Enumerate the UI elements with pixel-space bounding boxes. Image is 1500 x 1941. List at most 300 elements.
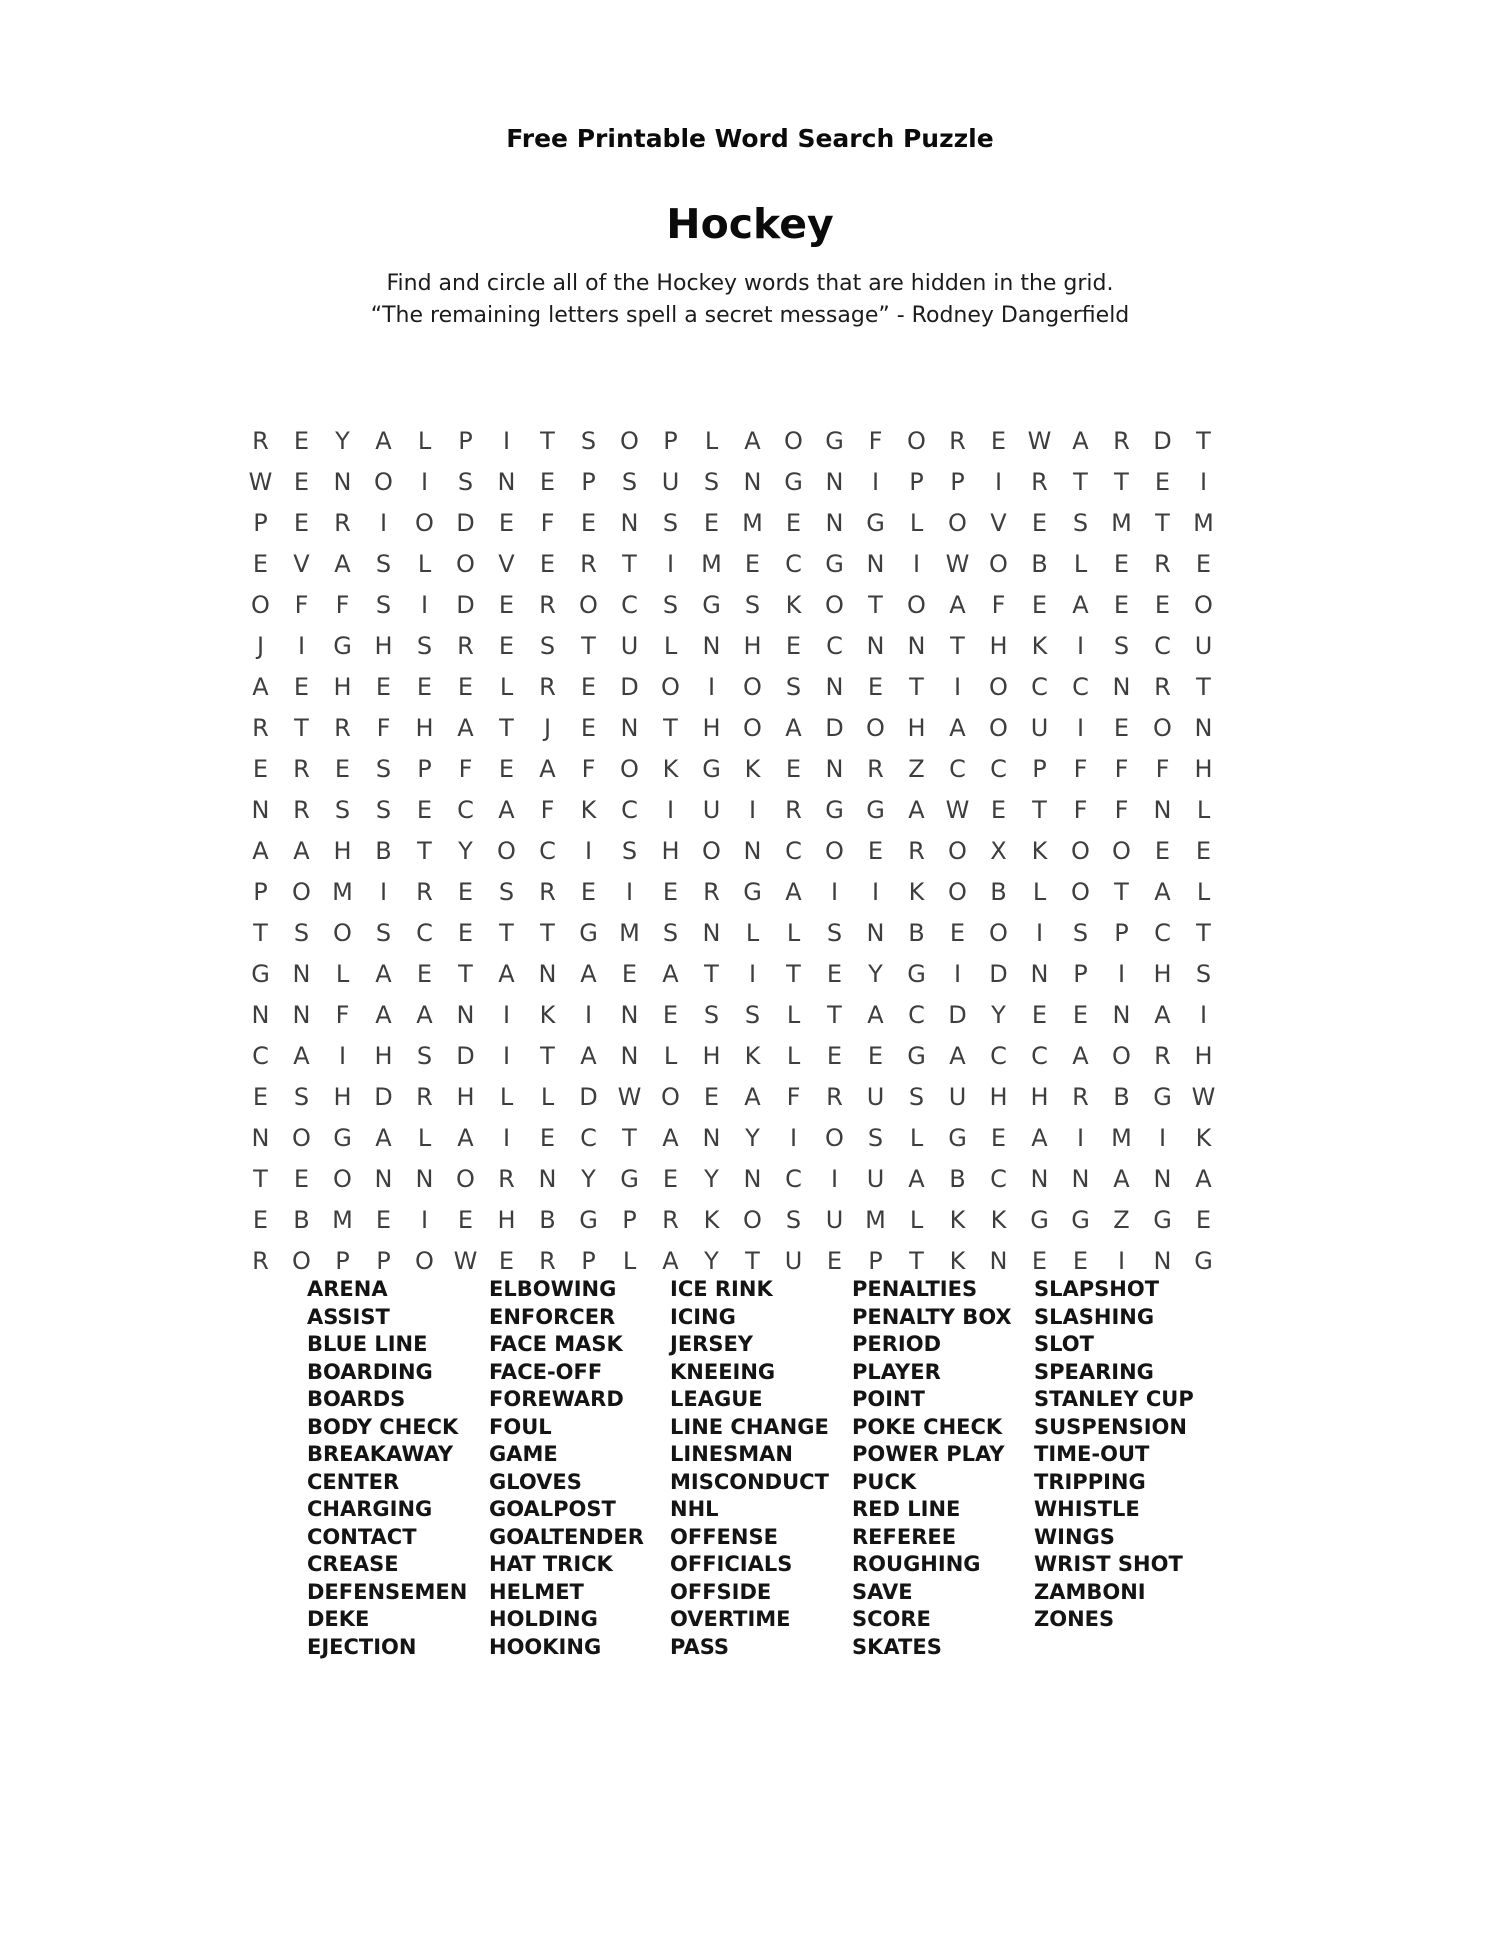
- grid-letter: G: [907, 960, 926, 988]
- grid-letter: A: [785, 878, 802, 906]
- word-list-item: CONTACT: [307, 1524, 417, 1549]
- grid-letter: E: [375, 673, 392, 701]
- grid-letter: L: [909, 509, 924, 537]
- grid-letter: Y: [868, 960, 883, 988]
- grid-letter: I: [707, 673, 716, 701]
- grid-letter: F: [458, 755, 473, 783]
- grid-letter: E: [498, 1247, 515, 1275]
- grid-letter: K: [662, 755, 679, 783]
- grid-letter: I: [1076, 1124, 1085, 1152]
- grid-letter: E: [785, 509, 802, 537]
- grid-letter: A: [416, 1001, 433, 1029]
- grid-letter: N: [1112, 673, 1131, 701]
- grid-letter: E: [785, 632, 802, 660]
- grid-letter: R: [785, 796, 802, 824]
- grid-letter: E: [1113, 550, 1130, 578]
- grid-letter: V: [293, 550, 310, 578]
- grid-letter: A: [252, 673, 269, 701]
- grid-letter: O: [292, 1124, 311, 1152]
- grid-letter: E: [416, 673, 433, 701]
- grid-letter: O: [292, 878, 311, 906]
- grid-letter: R: [539, 878, 556, 906]
- grid-letter: E: [744, 550, 761, 578]
- word-list-item: FOUL: [489, 1414, 552, 1439]
- grid-letter: S: [744, 591, 761, 619]
- grid-letter: T: [1196, 427, 1211, 455]
- grid-letter: N: [1153, 796, 1172, 824]
- grid-letter: T: [622, 550, 637, 578]
- grid-letter: E: [293, 427, 310, 455]
- grid-letter: G: [702, 591, 721, 619]
- grid-letter: N: [1071, 1165, 1090, 1193]
- grid-letter: R: [539, 591, 556, 619]
- grid-letter: L: [704, 427, 719, 455]
- grid-letter: H: [1030, 1083, 1049, 1111]
- grid-letter: H: [333, 673, 352, 701]
- page-title: Free Printable Word Search Puzzle: [506, 124, 994, 153]
- grid-letter: R: [908, 837, 925, 865]
- grid-letter: G: [784, 468, 803, 496]
- grid-letter: A: [252, 837, 269, 865]
- grid-letter: I: [1076, 632, 1085, 660]
- grid-letter: E: [252, 550, 269, 578]
- grid-letter: K: [1031, 632, 1048, 660]
- grid-letter: N: [620, 714, 639, 742]
- grid-letter: I: [420, 591, 429, 619]
- grid-letter: O: [989, 550, 1008, 578]
- grid-row: [240, 626, 1224, 667]
- grid-letter: L: [663, 1042, 678, 1070]
- grid-row: [240, 503, 1224, 544]
- grid-letter: E: [662, 878, 679, 906]
- grid-letter: N: [251, 1001, 270, 1029]
- grid-letter: O: [661, 673, 680, 701]
- grid-row: [240, 1077, 1224, 1118]
- grid-letter: O: [620, 755, 639, 783]
- word-list-item: POKE CHECK: [852, 1414, 1003, 1439]
- grid-letter: R: [1031, 468, 1048, 496]
- grid-letter: E: [416, 796, 433, 824]
- grid-letter: E: [1154, 837, 1171, 865]
- grid-letter: I: [584, 837, 593, 865]
- grid-letter: O: [948, 837, 967, 865]
- word-list-item: PUCK: [852, 1469, 917, 1494]
- word-list-item: HOOKING: [489, 1634, 602, 1659]
- word-list-item: BREAKAWAY: [307, 1442, 454, 1466]
- grid-row: [240, 585, 1224, 626]
- grid-letter: A: [539, 755, 556, 783]
- grid-letter: K: [1031, 837, 1048, 865]
- word-list-item: WRIST SHOT: [1034, 1552, 1183, 1576]
- grid-row: [240, 954, 1224, 995]
- grid-letter: O: [989, 919, 1008, 947]
- grid-letter: E: [826, 960, 843, 988]
- word-list-item: FACE-OFF: [489, 1359, 603, 1384]
- instructions-line-2: “The remaining letters spell a secret message” - Rodney Dangerfield: [370, 303, 1130, 328]
- grid-letter: U: [661, 468, 680, 496]
- grid-letter: G: [825, 427, 844, 455]
- grid-letter: N: [456, 1001, 475, 1029]
- grid-letter: N: [333, 468, 352, 496]
- grid-letter: I: [666, 550, 675, 578]
- grid-letter: E: [867, 837, 884, 865]
- grid-letter: F: [335, 591, 350, 619]
- grid-letter: I: [953, 960, 962, 988]
- grid-letter: S: [1195, 960, 1212, 988]
- grid-letter: N: [825, 673, 844, 701]
- grid-letter: F: [991, 591, 1006, 619]
- grid-letter: S: [293, 1083, 310, 1111]
- grid-letter: B: [293, 1206, 310, 1234]
- grid-letter: A: [375, 1124, 392, 1152]
- grid-letter: T: [868, 591, 883, 619]
- grid-letter: E: [785, 755, 802, 783]
- grid-letter: G: [1030, 1206, 1049, 1234]
- grid-letter: E: [1031, 509, 1048, 537]
- grid-letter: S: [744, 1001, 761, 1029]
- grid-letter: W: [1191, 1083, 1216, 1111]
- grid-letter: R: [457, 632, 474, 660]
- grid-letter: S: [662, 591, 679, 619]
- grid-letter: S: [1072, 509, 1089, 537]
- grid-letter: K: [744, 1042, 761, 1070]
- grid-letter: W: [945, 796, 970, 824]
- grid-letter: D: [825, 714, 844, 742]
- grid-letter: T: [909, 1247, 924, 1275]
- grid-letter: F: [376, 714, 391, 742]
- grid-row: [240, 667, 1224, 708]
- grid-letter: E: [949, 919, 966, 947]
- grid-letter: G: [907, 1042, 926, 1070]
- grid-letter: I: [502, 1124, 511, 1152]
- grid-letter: O: [866, 714, 885, 742]
- grid-letter: O: [948, 509, 967, 537]
- grid-letter: A: [908, 1165, 925, 1193]
- grid-letter: T: [581, 632, 596, 660]
- grid-letter: G: [1153, 1206, 1172, 1234]
- grid-letter: D: [374, 1083, 393, 1111]
- grid-row: [240, 421, 1224, 462]
- grid-letter: L: [1032, 878, 1047, 906]
- grid-letter: S: [662, 919, 679, 947]
- grid-letter: P: [417, 755, 432, 783]
- grid-letter: G: [620, 1165, 639, 1193]
- word-list-item: ICE RINK: [670, 1277, 773, 1301]
- grid-letter: T: [540, 919, 555, 947]
- grid-letter: E: [293, 673, 310, 701]
- grid-letter: T: [1114, 878, 1129, 906]
- word-list-item: ROUGHING: [852, 1552, 981, 1576]
- grid-letter: O: [825, 591, 844, 619]
- grid-row: [240, 749, 1224, 790]
- grid-letter: E: [1072, 1001, 1089, 1029]
- grid-letter: E: [498, 755, 515, 783]
- word-list-item: ARENA: [307, 1277, 388, 1301]
- grid-letter: N: [1030, 960, 1049, 988]
- grid-letter: R: [334, 509, 351, 537]
- grid-letter: B: [1113, 1083, 1130, 1111]
- grid-letter: E: [252, 755, 269, 783]
- grid-letter: T: [786, 960, 801, 988]
- grid-letter: R: [334, 714, 351, 742]
- grid-letter: O: [702, 837, 721, 865]
- grid-letter: E: [826, 1042, 843, 1070]
- grid-letter: O: [1112, 837, 1131, 865]
- grid-letter: K: [990, 1206, 1007, 1234]
- grid-letter: H: [661, 837, 680, 865]
- grid-letter: E: [621, 960, 638, 988]
- grid-letter: E: [1031, 591, 1048, 619]
- grid-letter: C: [785, 550, 802, 578]
- word-list-column: [670, 1276, 829, 1661]
- grid-letter: A: [375, 960, 392, 988]
- instructions-line-1: Find and circle all of the Hockey words that are hidden in the grid.: [386, 271, 1114, 296]
- grid-letter: F: [1073, 796, 1088, 824]
- grid-letter: K: [703, 1206, 720, 1234]
- grid-letter: G: [866, 796, 885, 824]
- grid-letter: I: [871, 468, 880, 496]
- grid-letter: N: [1112, 1001, 1131, 1029]
- word-list-item: OVERTIME: [670, 1607, 791, 1631]
- grid-letter: H: [415, 714, 434, 742]
- grid-letter: B: [375, 837, 392, 865]
- word-list-item: POWER PLAY: [852, 1442, 1005, 1466]
- grid-letter: T: [1032, 796, 1047, 824]
- grid-letter: F: [581, 755, 596, 783]
- grid-letter: H: [702, 714, 721, 742]
- grid-letter: E: [1031, 1001, 1048, 1029]
- grid-letter: I: [748, 796, 757, 824]
- grid-letter: R: [539, 1247, 556, 1275]
- grid-letter: R: [1154, 1042, 1171, 1070]
- grid-letter: E: [580, 878, 597, 906]
- grid-letter: G: [579, 1206, 598, 1234]
- grid-letter: E: [293, 468, 310, 496]
- word-list-item: TRIPPING: [1034, 1469, 1146, 1494]
- word-list-item: GOALTENDER: [489, 1524, 644, 1549]
- grid-letter: M: [619, 919, 640, 947]
- grid-letter: O: [989, 673, 1008, 701]
- grid-letter: R: [662, 1206, 679, 1234]
- grid-letter: I: [1199, 468, 1208, 496]
- grid-letter: P: [581, 468, 596, 496]
- grid-letter: I: [625, 878, 634, 906]
- grid-letter: G: [1071, 1206, 1090, 1234]
- grid-letter: S: [416, 1042, 433, 1070]
- grid-letter: H: [1153, 960, 1172, 988]
- grid-letter: L: [786, 1001, 801, 1029]
- grid-letter: G: [866, 509, 885, 537]
- grid-letter: S: [375, 755, 392, 783]
- grid-letter: E: [580, 509, 597, 537]
- grid-letter: P: [663, 427, 678, 455]
- word-list-column: [852, 1276, 1012, 1661]
- grid-letter: T: [458, 960, 473, 988]
- grid-letter: C: [252, 1042, 269, 1070]
- grid-letter: R: [498, 1165, 515, 1193]
- grid-letter: A: [908, 796, 925, 824]
- word-grid: [240, 421, 1224, 1282]
- grid-letter: L: [786, 919, 801, 947]
- grid-letter: G: [1194, 1247, 1213, 1275]
- grid-letter: A: [457, 714, 474, 742]
- grid-letter: S: [703, 468, 720, 496]
- grid-letter: H: [497, 1206, 516, 1234]
- word-list-item: SAVE: [852, 1579, 913, 1604]
- grid-letter: S: [457, 468, 474, 496]
- word-list-item: DEFENSEMEN: [307, 1579, 468, 1604]
- grid-letter: M: [332, 878, 353, 906]
- grid-letter: G: [333, 632, 352, 660]
- word-list-item: ICING: [670, 1304, 736, 1329]
- grid-letter: F: [1114, 755, 1129, 783]
- grid-letter: N: [866, 550, 885, 578]
- grid-letter: F: [294, 591, 309, 619]
- grid-letter: I: [297, 632, 306, 660]
- grid-letter: S: [703, 1001, 720, 1029]
- grid-letter: A: [457, 1124, 474, 1152]
- grid-letter: E: [662, 1001, 679, 1029]
- grid-letter: C: [990, 1042, 1007, 1070]
- grid-letter: N: [825, 468, 844, 496]
- grid-letter: N: [866, 919, 885, 947]
- grid-letter: P: [1073, 960, 1088, 988]
- grid-letter: S: [1072, 919, 1089, 947]
- grid-letter: S: [662, 509, 679, 537]
- word-list-item: PENALTIES: [852, 1277, 978, 1301]
- grid-letter: T: [622, 1124, 637, 1152]
- grid-letter: L: [1073, 550, 1088, 578]
- grid-letter: O: [620, 427, 639, 455]
- grid-letter: P: [1114, 919, 1129, 947]
- grid-letter: O: [743, 1206, 762, 1234]
- grid-letter: D: [948, 1001, 967, 1029]
- grid-letter: U: [784, 1247, 803, 1275]
- word-list: [0, 1276, 1500, 1696]
- grid-letter: S: [826, 919, 843, 947]
- grid-letter: O: [989, 714, 1008, 742]
- grid-letter: A: [498, 960, 515, 988]
- grid-letter: V: [990, 509, 1007, 537]
- grid-letter: N: [251, 796, 270, 824]
- word-list-item: ZONES: [1034, 1607, 1115, 1631]
- grid-letter: S: [334, 796, 351, 824]
- grid-letter: I: [420, 1206, 429, 1234]
- grid-letter: A: [744, 1083, 761, 1111]
- grid-letter: R: [293, 755, 310, 783]
- grid-letter: E: [867, 1042, 884, 1070]
- word-list-item: CENTER: [307, 1469, 400, 1494]
- word-list-item: RED LINE: [852, 1497, 961, 1521]
- grid-letter: T: [499, 919, 514, 947]
- grid-letter: K: [908, 878, 925, 906]
- word-list-item: DEKE: [307, 1607, 370, 1631]
- grid-letter: N: [415, 1165, 434, 1193]
- grid-letter: K: [949, 1206, 966, 1234]
- grid-letter: K: [785, 591, 802, 619]
- grid-row: [240, 1159, 1224, 1200]
- grid-letter: O: [374, 468, 393, 496]
- grid-letter: L: [909, 1124, 924, 1152]
- grid-letter: H: [702, 1042, 721, 1070]
- grid-letter: N: [702, 632, 721, 660]
- grid-letter: Z: [1113, 1206, 1130, 1234]
- grid-letter: A: [334, 550, 351, 578]
- word-list-item: WHISTLE: [1034, 1497, 1140, 1521]
- grid-letter: I: [748, 960, 757, 988]
- grid-letter: R: [867, 755, 884, 783]
- grid-letter: I: [379, 509, 388, 537]
- grid-letter: C: [908, 1001, 925, 1029]
- grid-letter: C: [785, 1165, 802, 1193]
- grid-letter: O: [825, 1124, 844, 1152]
- grid-letter: E: [457, 878, 474, 906]
- word-list-item: PLAYER: [852, 1359, 941, 1384]
- grid-letter: U: [1194, 632, 1213, 660]
- grid-letter: I: [830, 1165, 839, 1193]
- grid-letter: O: [456, 1165, 475, 1193]
- grid-letter: N: [907, 632, 926, 660]
- word-list-item: PERIOD: [852, 1332, 942, 1356]
- grid-letter: D: [989, 960, 1008, 988]
- grid-letter: E: [703, 509, 720, 537]
- grid-letter: S: [375, 796, 392, 824]
- word-list-item: HAT TRICK: [489, 1552, 613, 1576]
- grid-letter: K: [1195, 1124, 1212, 1152]
- word-list-column: [489, 1276, 644, 1661]
- grid-letter: A: [1031, 1124, 1048, 1152]
- grid-letter: R: [1113, 427, 1130, 455]
- grid-letter: P: [622, 1206, 637, 1234]
- grid-letter: G: [948, 1124, 967, 1152]
- word-list-item: SLOT: [1034, 1332, 1094, 1356]
- grid-letter: E: [252, 1206, 269, 1234]
- instructions: [0, 268, 1500, 332]
- grid-letter: N: [497, 468, 516, 496]
- grid-letter: A: [1154, 878, 1171, 906]
- grid-letter: E: [293, 1165, 310, 1193]
- word-list-item: KNEEING: [670, 1359, 776, 1384]
- grid-letter: A: [375, 1001, 392, 1029]
- grid-letter: N: [1194, 714, 1213, 742]
- grid-letter: I: [871, 878, 880, 906]
- grid-letter: A: [867, 1001, 884, 1029]
- grid-letter: C: [1154, 919, 1171, 947]
- grid-letter: M: [742, 509, 763, 537]
- word-list-item: SUSPENSION: [1034, 1414, 1187, 1439]
- grid-letter: U: [620, 632, 639, 660]
- grid-letter: U: [866, 1165, 885, 1193]
- grid-letter: E: [1072, 1247, 1089, 1275]
- grid-letter: S: [867, 1124, 884, 1152]
- word-list-item: PENALTY BOX: [852, 1304, 1012, 1329]
- grid-letter: H: [374, 1042, 393, 1070]
- grid-letter: G: [251, 960, 270, 988]
- grid-letter: E: [703, 1083, 720, 1111]
- grid-row: [240, 831, 1224, 872]
- word-list-item: GOALPOST: [489, 1497, 616, 1521]
- grid-letter: T: [499, 714, 514, 742]
- word-list-item: BOARDING: [307, 1359, 433, 1384]
- word-list-item: EJECTION: [307, 1634, 417, 1659]
- word-list-item: ELBOWING: [489, 1277, 617, 1301]
- word-list-item: BLUE LINE: [307, 1332, 428, 1356]
- grid-letter: E: [457, 919, 474, 947]
- grid-letter: N: [538, 960, 557, 988]
- grid-letter: N: [620, 1042, 639, 1070]
- grid-letter: L: [663, 632, 678, 660]
- word-list-item: OFFSIDE: [670, 1579, 772, 1604]
